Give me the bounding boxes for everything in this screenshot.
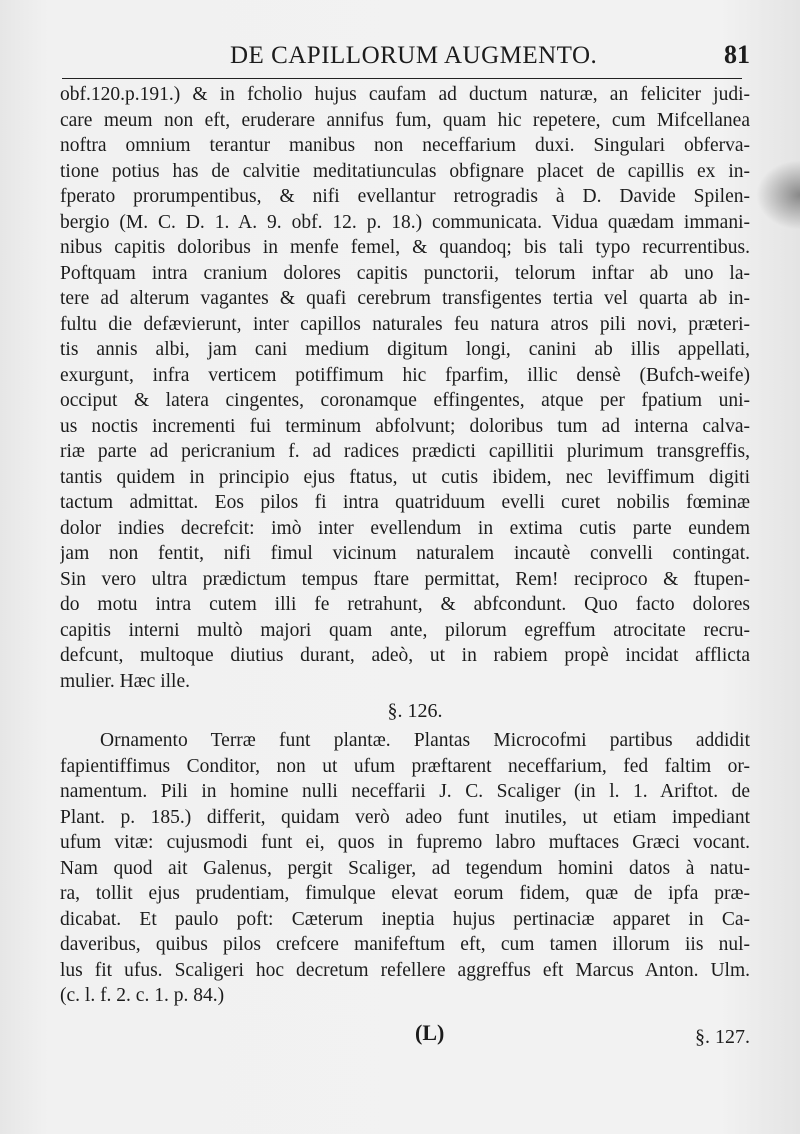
section-line: daveribus, quibus pilos crefcere manifeftum eft, cum tamen illorum iis nul-: [60, 934, 750, 955]
text-line: jam non fentit, nifi fimul vicinum naturalem incautè convelli contingat.: [60, 543, 750, 564]
section-line: fapientiffimus Conditor, non ut ufum præftarent neceffarium, fed faltim or-: [60, 755, 750, 777]
text-line: tere ad alterum vagantes & quafi cerebrum transfigentes tertia vel quarta ab in-: [60, 288, 750, 309]
section-line: namentum. Pili in homine nulli neceffarii J. C. Scaliger (in l. 1. Ariftot. de: [60, 781, 750, 802]
ink-stain: [756, 160, 800, 230]
section-line: Ornamento Terræ funt plantæ. Plantas Microcofmi partibus addidit: [100, 730, 750, 751]
header-rule: [62, 78, 742, 79]
text-line: tantis quidem in principio ejus ftatus, ut cutis ibidem, nec leviffimum digiti: [60, 466, 750, 488]
text-line: riæ parte ad pericranium f. ad radices prædicti capillitii plurimum transgreffis,: [60, 441, 750, 462]
text-line: care meum non eft, eruderare annifus fum, quam hic repetere, cum Mifcellanea: [60, 109, 750, 131]
text-line: dolor indies decrefcit: imò inter evellendum in extima cutis parte eundem: [60, 517, 750, 539]
text-line: obf.120.p.191.) & in fcholio hujus caufam ad ductum naturæ, an feliciter judi-: [60, 84, 750, 105]
section-line: ufum vitæ: cujusmodi funt ei, quos in fupremo labro muftaces Græci vocant.: [60, 832, 750, 853]
running-title: DE CAPILLORUM AUGMENTO.: [230, 42, 598, 69]
text-line: fperato prorumpentibus, & nifi evellantur retrogradis à D. Davide Spilen-: [60, 186, 750, 207]
text-line: nibus capitis doloribus in menfe femel, & quandoq; bis tali typo recurrentibus.: [60, 237, 750, 258]
text-line: fultu die defævierunt, inter capillos naturales feu natura atros pili novi, præteri-: [60, 313, 750, 335]
catchword: §. 127.: [695, 1026, 750, 1048]
text-line: exurgunt, infra verticem potiffimum hic fparfim, illic densè (Bufch-weife): [60, 364, 750, 386]
text-line: tione potius has de calvitie meditatiunculas obfignare placet de capillis ex in-: [60, 160, 750, 182]
signature-mark: (L): [415, 1020, 445, 1045]
text-line: mulier. Hæc ille.: [60, 670, 190, 692]
section-line: ra, tollit ejus prudentiam, fimulque elevat eorum fidem, quæ de ipfa præ-: [60, 883, 750, 904]
text-line: capitis interni multò majori quam ante, pilorum egreffum atrocitate recru-: [60, 619, 750, 641]
text-line: Poftquam intra cranium dolores capitis punctorii, telorum inftar ab uno la-: [60, 262, 750, 284]
section-line: (c. l. f. 2. c. 1. p. 84.): [60, 985, 225, 1006]
text-line: noftra omnium terantur manibus non neceffarium duxi. Singulari obferva-: [60, 135, 750, 156]
page-header: [60, 38, 750, 78]
section-line: Nam quod ait Galenus, pergit Scaliger, ad tegendum homini datos à natu-: [60, 857, 750, 879]
page-number: 81: [724, 40, 750, 69]
section-line: Plant. p. 185.) differit, quidam verò adeo funt inutiles, ut etiam impediant: [60, 806, 750, 828]
section-line: lus fit ufus. Scaligeri hoc decretum refellere aggreffus eft Marcus Anton. Ulm.: [60, 959, 750, 981]
text-line: bergio (M. C. D. 1. A. 9. obf. 12. p. 18.) communicata. Vidua quædam immani-: [60, 211, 750, 233]
text-line: defcunt, multoque diutius durant, adeò, ut in rabiem propè incidat afflicta: [60, 645, 750, 666]
text-line: do motu intra cutem illi fe retrahunt, & abfcondunt. Quo facto dolores: [60, 594, 750, 615]
text-body: [60, 82, 750, 1009]
text-line: Sin vero ultra prædictum tempus ftare permittat, Rem! reciproco & ftupen-: [60, 568, 750, 590]
section-line: dicabat. Et paulo poft: Cæterum ineptia hujus pertinaciæ apparet in Ca-: [60, 908, 750, 930]
text-line: tactum admittat. Eos pilos fi intra quatriduum evelli curet nobilis fœminæ: [60, 492, 750, 513]
text-line: occiput & latera cingentes, coronamque effingentes, atque per fpatium uni-: [60, 390, 750, 411]
text-line: tis annis albi, jam cani medium digitum longi, canini ab illis appellati,: [60, 339, 750, 360]
text-line: us noctis incrementi fui terminum abfolvunt; doloribus tum ad interna calva-: [60, 415, 750, 437]
page-footer: [60, 1020, 750, 1060]
section-heading: §. 126.: [387, 700, 443, 722]
